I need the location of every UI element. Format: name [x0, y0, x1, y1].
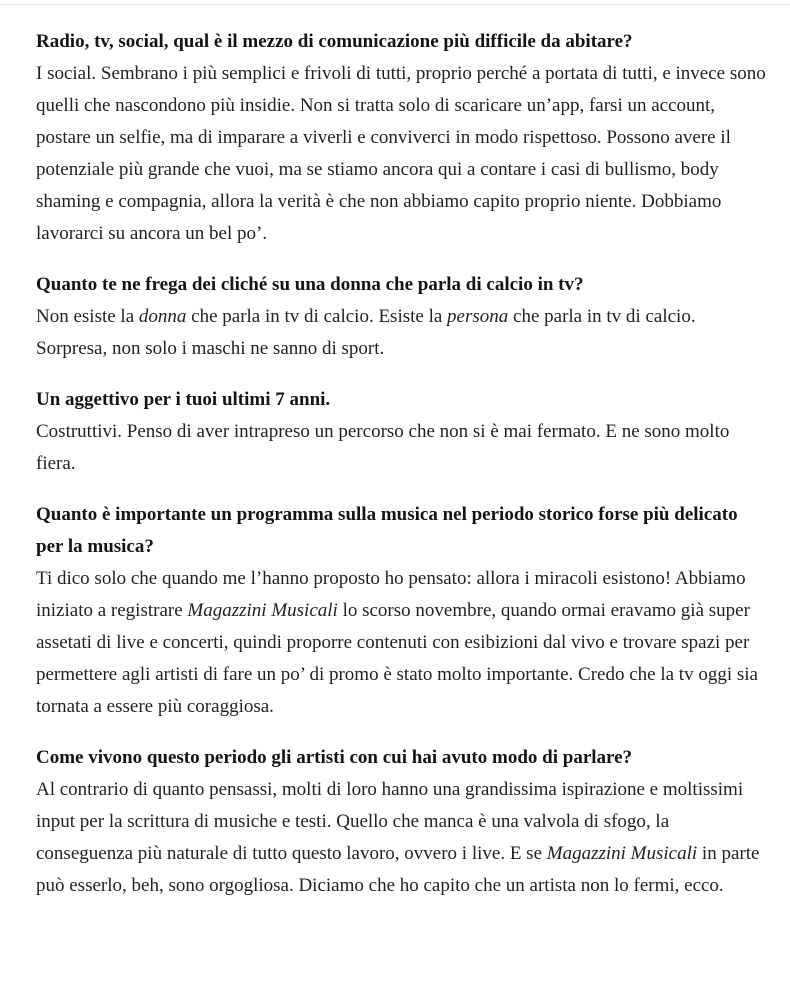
- answer-text: che parla in tv di calcio. Sorpresa, non solo i maschi ne sanno di sport.: [36, 306, 696, 359]
- answer-text: I social. Sembrano i più semplici e frivoli di tutti, proprio perché a portata di tutti, e invece sono quelli che nascondono più insidie. Non si tratta solo di scaricare un’app, farsi un account, postare un selfie, ma di imparare a viverli e conviverci in modo rispettoso. Possono avere il potenziale più grande che vuoi, ma se stiamo ancora qui a contare i casi di bullismo, body shaming e compagnia, allora la verità è che non abbiamo capito proprio niente. Dobbiamo lavorarci su ancora un bel po’.: [36, 63, 766, 244]
- answer-text: Non esiste la: [36, 306, 139, 327]
- interview-answer: [36, 563, 766, 723]
- interview-question: Quanto te ne frega dei cliché su una donna che parla di calcio in tv?: [36, 274, 584, 295]
- interview-question: Radio, tv, social, qual è il mezzo di comunicazione più difficile da abitare?: [36, 31, 633, 52]
- qa-block: [36, 269, 766, 365]
- qa-block: [36, 26, 766, 250]
- answer-text: Ti dico solo che quando me l’hanno proposto ho pensato: allora i miracoli esistono! Abbiamo iniziato a registrare: [36, 568, 746, 621]
- answer-text: che parla in tv di calcio. Esiste la: [186, 306, 448, 327]
- interview-answer: [36, 416, 766, 480]
- qa-block: [36, 384, 766, 480]
- interview-article: [36, 26, 766, 921]
- answer-emphasis: donna: [138, 306, 187, 327]
- interview-answer: [36, 774, 766, 902]
- answer-text: in parte può esserlo, beh, sono orgogliosa. Diciamo che ho capito che un artista non lo fermi, ecco.: [36, 843, 760, 896]
- interview-question: Un aggettivo per i tuoi ultimi 7 anni.: [36, 389, 331, 410]
- answer-text: Costruttivi. Penso di aver intrapreso un percorso che non si è mai fermato. E ne sono molto fiera.: [36, 421, 730, 474]
- show-title: Magazzini Musicali: [187, 600, 338, 621]
- interview-answer: [36, 301, 766, 365]
- qa-block: [36, 499, 766, 723]
- answer-text: Al contrario di quanto pensassi, molti di loro hanno una grandissima ispirazione e moltissimi input per la scrittura di musiche e testi. Quello che manca è una valvola di sfogo, la conseguenza più naturale di tutto questo lavoro, ovvero i live. E se: [36, 779, 744, 864]
- interview-answer: [36, 58, 766, 250]
- top-divider: [0, 0, 790, 5]
- answer-emphasis: persona: [447, 306, 509, 327]
- qa-block: [36, 742, 766, 902]
- interview-question: Quanto è importante un programma sulla musica nel periodo storico forse più delicato per la musica?: [36, 504, 738, 557]
- answer-text: lo scorso novembre, quando ormai eravamo già super assetati di live e concerti, quindi proporre contenuti con esibizioni dal vivo e trovare spazi per permettere agli artisti di fare un po’ di promo è stato molto importante. Credo che la tv oggi sia tornata a essere più coraggiosa.: [36, 600, 758, 717]
- interview-question: Come vivono questo periodo gli artisti con cui hai avuto modo di parlare?: [36, 747, 633, 768]
- show-title: Magazzini Musicali: [546, 843, 698, 864]
